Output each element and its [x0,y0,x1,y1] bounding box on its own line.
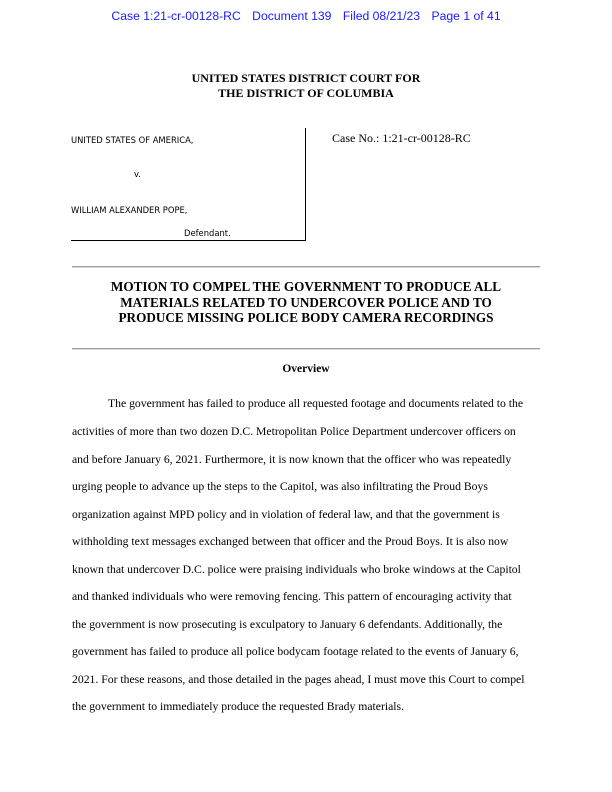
ecf-page-count: Page 1 of 41 [431,9,501,23]
body-line: The government has failed to produce all requested footage and documents related to the [108,397,524,410]
body-line: urging people to advance up the steps to the Capitol, was also infiltrating the Proud Boys [72,480,488,493]
body-line: known that undercover D.C. police were praising individuals who broke windows at the Capitol [72,563,521,576]
motion-title-line2: MATERIALS RELATED TO UNDERCOVER POLICE AND TO [120,294,492,310]
case-caption-box [71,128,306,241]
court-heading-line2: THE DISTRICT OF COLUMBIA [218,86,394,100]
body-line: activities of more than two dozen D.C. Metropolitan Police Department undercover officers on [72,425,516,438]
court-heading [0,71,612,101]
defendant-name: WILLIAM ALEXANDER POPE, [71,205,188,215]
court-heading-line1: UNITED STATES DISTRICT COURT FOR [191,71,421,85]
ecf-case-number: Case 1:21-cr-00128-RC [111,9,241,23]
body-line: organization against MPD policy and in violation of federal law, and that the government is [72,508,500,521]
plaintiff-name: UNITED STATES OF AMERICA, [71,135,194,145]
body-line: and thanked individuals who were removing fencing. This pattern of encouraging activity that [72,590,512,603]
body-line: the government to immediately produce the requested Brady materials. [72,700,405,713]
case-number: Case No.: 1:21-cr-00128-RC [332,131,471,145]
versus-label: v. [134,169,141,179]
ecf-filed-date: Filed 08/21/23 [342,9,421,23]
body-line: 2021. For these reasons, and those detailed in the pages ahead, I must move this Court to compel [72,673,525,686]
body-line: withholding text messages exchanged between that officer and the Proud Boys. It is also now [72,535,509,548]
motion-title-line1: MOTION TO COMPEL THE GOVERNMENT TO PRODUCE ALL [110,279,502,294]
ecf-header [0,9,612,24]
title-bottom-rule [72,348,540,350]
motion-title-line3: PRODUCE MISSING POLICE BODY CAMERA RECORDINGS [118,310,494,326]
motion-title [36,279,576,326]
body-line: the government is now prosecuting is exculpatory to January 6 defendants. Additionally, the [72,618,503,631]
body-line: government has failed to produce all police bodycam footage related to the events of January 6, [72,645,519,658]
body-line: and before January 6, 2021. Furthermore, it is now known that the officer who was repeatedly [72,453,512,466]
defendant-label: Defendant. [184,228,231,238]
title-top-rule [72,266,540,268]
ecf-document-number: Document 139 [252,9,332,23]
section-heading: Overview [282,363,330,375]
